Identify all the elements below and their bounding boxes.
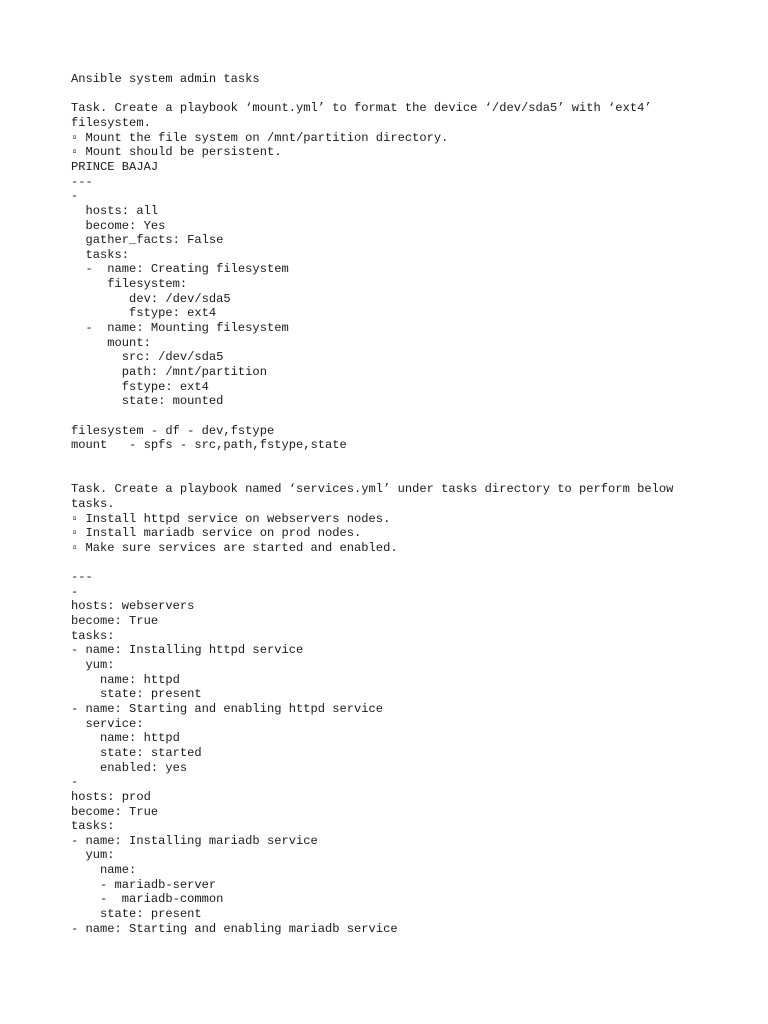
text-line: state: started xyxy=(71,745,202,760)
text-line: tasks. xyxy=(71,496,115,511)
text-line: filesystem - df - dev,fstype xyxy=(71,423,275,438)
text-line: become: True xyxy=(71,614,159,629)
text-line: - name: Starting and enabling httpd service xyxy=(71,701,384,716)
text-line: service: xyxy=(71,716,144,731)
text-line: - xyxy=(71,189,79,204)
text-line: fstype: ext4 xyxy=(71,306,217,321)
text-line: PRINCE BAJAJ xyxy=(71,159,159,174)
text-line: mount: xyxy=(71,335,151,350)
text-line: enabled: yes xyxy=(71,760,188,775)
text-line: - name: Mounting filesystem xyxy=(71,321,289,336)
text-line: path: /mnt/partition xyxy=(71,365,267,379)
text-line: gather_facts: False xyxy=(71,233,224,248)
text-line: tasks: xyxy=(71,628,115,643)
text-line: dev: /dev/sda5 xyxy=(71,291,231,306)
text-line: name: xyxy=(71,863,137,878)
text-line: hosts: webservers xyxy=(71,599,195,614)
text-line: yum: xyxy=(71,658,115,672)
text-line: - name: Starting and enabling mariadb service xyxy=(71,921,398,936)
text-line: - name: Creating filesystem xyxy=(71,262,289,277)
text-line: Task. Create a playbook named ‘services.yml’ under tasks directory to perform below xyxy=(71,482,674,497)
text-line: - xyxy=(71,584,79,599)
text-line: Ansible system admin tasks xyxy=(71,72,260,86)
text-line: ▫ Mount the file system on /mnt/partition directory. xyxy=(71,130,449,145)
text-line: ▫ Make sure services are started and enabled. xyxy=(71,540,398,555)
text-line: ▫ Install mariadb service on prod nodes. xyxy=(71,526,362,541)
text-line: ▫ Install httpd service on webservers nodes. xyxy=(71,511,391,526)
text-line: --- xyxy=(71,174,93,189)
text-line: Task. Create a playbook ‘mount.yml’ to format the device ‘/dev/sda5’ with ‘ext4’ xyxy=(71,101,652,116)
text-line: hosts: all xyxy=(71,203,159,218)
text-line: ▫ Mount should be persistent. xyxy=(71,145,282,160)
text-line: name: httpd xyxy=(71,672,180,687)
text-line: yum: xyxy=(71,848,115,863)
text-line: state: present xyxy=(71,907,202,922)
text-line: - mariadb-server xyxy=(71,877,217,892)
text-line: state: mounted xyxy=(71,394,224,409)
text-line: hosts: prod xyxy=(71,789,151,804)
text-line: become: True xyxy=(71,804,159,819)
text-line: become: Yes xyxy=(71,218,166,233)
text-line: fstype: ext4 xyxy=(71,379,209,394)
text-line: - mariadb-common xyxy=(71,892,224,907)
text-line: filesystem. xyxy=(71,115,151,130)
text-line: - name: Installing httpd service xyxy=(71,643,304,658)
text-line: - xyxy=(71,775,79,790)
text-line: state: present xyxy=(71,687,202,702)
text-line: filesystem: xyxy=(71,277,188,292)
text-line: src: /dev/sda5 xyxy=(71,350,224,365)
text-line: name: httpd xyxy=(71,731,180,746)
text-line: tasks: xyxy=(71,819,115,834)
text-line: mount - spfs - src,path,fstype,state xyxy=(71,438,347,453)
text-line: --- xyxy=(71,570,93,585)
text-line: tasks: xyxy=(71,247,130,262)
text-line: - name: Installing mariadb service xyxy=(71,833,318,848)
